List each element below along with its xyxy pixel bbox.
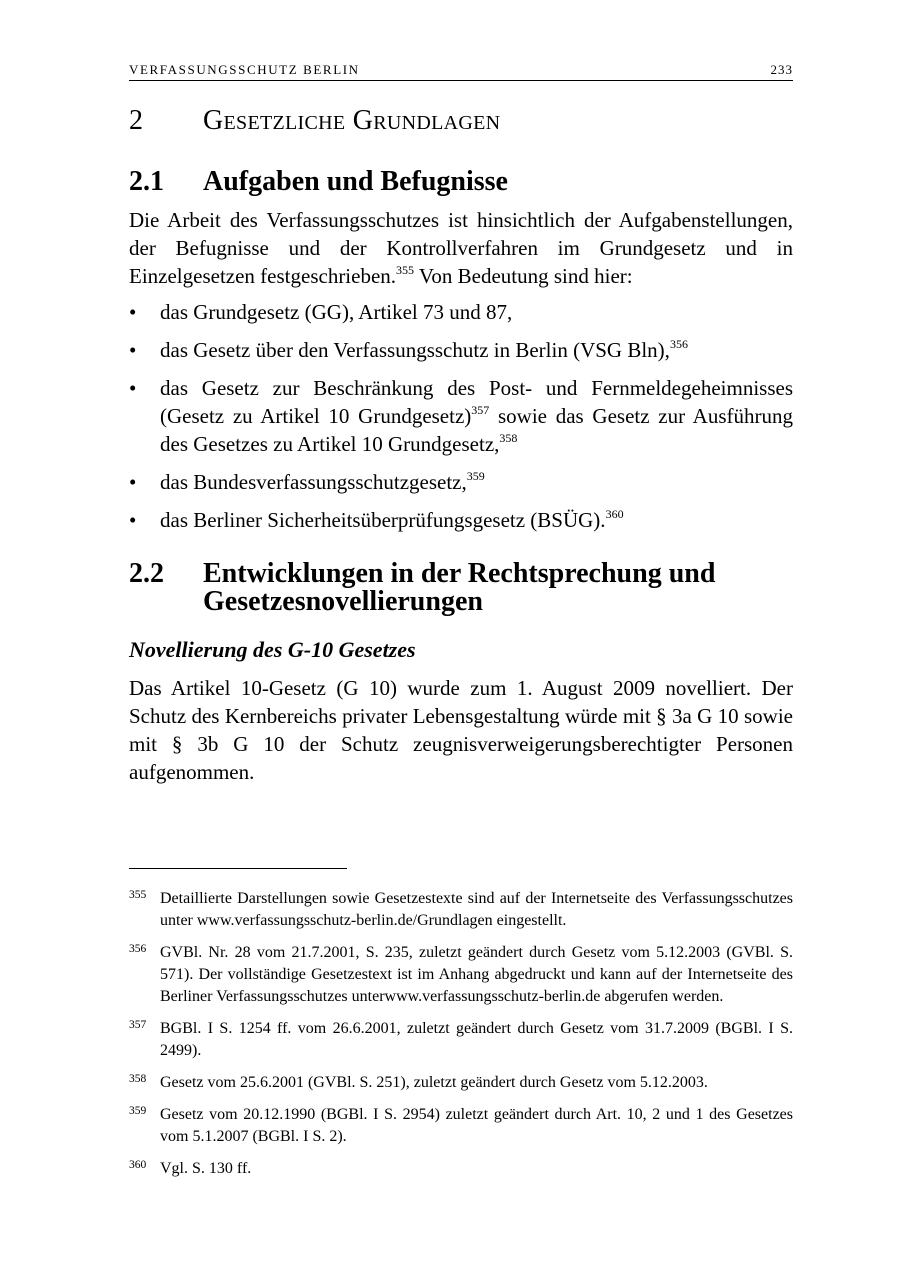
footnote <box>129 1018 793 1062</box>
list-item: • das Gesetz über den Verfassungsschutz in Berlin (VSG Bln),$^{356}$ <box>129 337 688 362</box>
list-item: • das Berliner Sicherheitsüberprüfungsgesetz (BSÜG).$^{360}$ <box>129 507 624 532</box>
footnote-text: BGBl. I S. 1254 ff. vom 26.6.2001, zuletzt geändert durch Gesetz vom 31.7.2009 (BGBl. I S. 2499). <box>160 1020 793 1059</box>
intro-tail: Von Bedeutung sind hier: <box>414 264 633 288</box>
section-heading-2-2 <box>129 560 793 616</box>
chapter-heading <box>129 104 793 138</box>
footnotes-list <box>129 888 793 1180</box>
intro-paragraph <box>129 206 793 290</box>
footnote-text: Vgl. S. 130 ff. <box>160 1160 252 1177</box>
footnote-ref: 358 <box>499 431 518 445</box>
footnote-ref: 359 <box>466 469 485 483</box>
footnote <box>129 1158 793 1180</box>
footnote-ref: 355 <box>396 263 415 277</box>
footnote <box>129 888 793 932</box>
list-item: • das Grundgesetz (GG), Artikel 73 und 87, <box>129 300 513 324</box>
chapter-title: Gesetzliche Grundlagen <box>203 105 501 136</box>
footnote-text: Gesetz vom 20.12.1990 (BGBl. I S. 2954) zuletzt geändert durch Art. 10, 2 und 1 des Gesetzes vom 5.1.2007 (BGBl. I S. 2). <box>160 1106 793 1145</box>
bullet-icon: • <box>129 376 137 400</box>
footnote-text: GVBl. Nr. 28 vom 21.7.2001, S. 235, zuletzt geändert durch Gesetz vom 5.12.2003 (GVBl. S. 571). Der vollständige Gesetzestext ist im Anhang abgedruckt und kann auf der Internetseite des Berliner Verfassungsschutzes unterwww.verfassungsschutz-berlin.de abgerufen werden. <box>160 944 793 1005</box>
footnote-ref: 360 <box>605 507 624 521</box>
legal-basis-list <box>129 298 793 534</box>
chapter-number: 2 <box>129 105 143 136</box>
footnote-number: 356 <box>129 943 147 955</box>
footnote-number: 358 <box>129 1073 147 1085</box>
body-paragraph: Das Artikel 10-Gesetz (G 10) wurde zum 1. August 2009 novelliert. Der Schutz des Kernbereichs privater Lebensgestaltung würde mit § 3a G 10 sowie mit § 3b G 10 der Schutz zeugnisverweigerungsberechtigter Personen aufgenommen. <box>129 676 793 784</box>
subheading: Novellierung des G-10 Gesetzes <box>129 637 416 662</box>
section-title: Entwicklungen in der Rechtsprechung und Gesetzesnovellierungen <box>203 558 716 617</box>
section-title: Aufgaben und Befugnisse <box>203 166 508 197</box>
footnote-text: Gesetz vom 25.6.2001 (GVBl. S. 251), zuletzt geändert durch Gesetz vom 5.12.2003. <box>160 1074 708 1091</box>
footnote-separator <box>129 868 347 869</box>
footnote-number: 355 <box>129 889 147 901</box>
intro-text: Die Arbeit des Verfassungsschutzes ist hinsichtlich der Aufgabenstellungen, der Befugnisse und der Kontrollverfahren im Grundgesetz und in Einzelgesetzen festgeschrieben. <box>129 208 793 288</box>
running-title: VERFASSUNGSSCHUTZ BERLIN <box>129 62 360 77</box>
bullet-icon: • <box>129 508 137 532</box>
list-item: • das Gesetz zur Beschränkung des Post- und Fernmeldegeheimnisses (Gesetz zu Artikel 10 Grundgesetz)$^{357}$ sowie das Gesetz zur Ausführung des Gesetzes zu Artikel 10 Grundgesetz,$^{358}$ <box>129 376 793 456</box>
footnote-ref: 357 <box>471 403 490 417</box>
running-header <box>129 62 793 81</box>
page-number: 233 <box>770 62 793 77</box>
footnote <box>129 942 793 1008</box>
section-number: 2.2 <box>129 558 164 589</box>
bullet-icon: • <box>129 470 137 494</box>
list-item: • das Bundesverfassungsschutzgesetz,$^{359}$ <box>129 469 485 494</box>
bullet-icon: • <box>129 300 137 324</box>
section-number: 2.1 <box>129 166 164 197</box>
footnote <box>129 1072 793 1094</box>
footnote-number: 360 <box>129 1159 147 1171</box>
footnote <box>129 1104 793 1148</box>
footnote-number: 357 <box>129 1019 147 1031</box>
footnote-text: Detaillierte Darstellungen sowie Gesetzestexte sind auf der Internetseite des Verfassungsschutzes unter www.verfassungsschutz-berlin.de/Grundlagen eingestellt. <box>160 890 793 929</box>
footnote-number: 359 <box>129 1105 147 1117</box>
bullet-icon: • <box>129 338 137 362</box>
footnote-ref: 356 <box>669 337 688 351</box>
section-heading-2-1 <box>129 168 793 196</box>
